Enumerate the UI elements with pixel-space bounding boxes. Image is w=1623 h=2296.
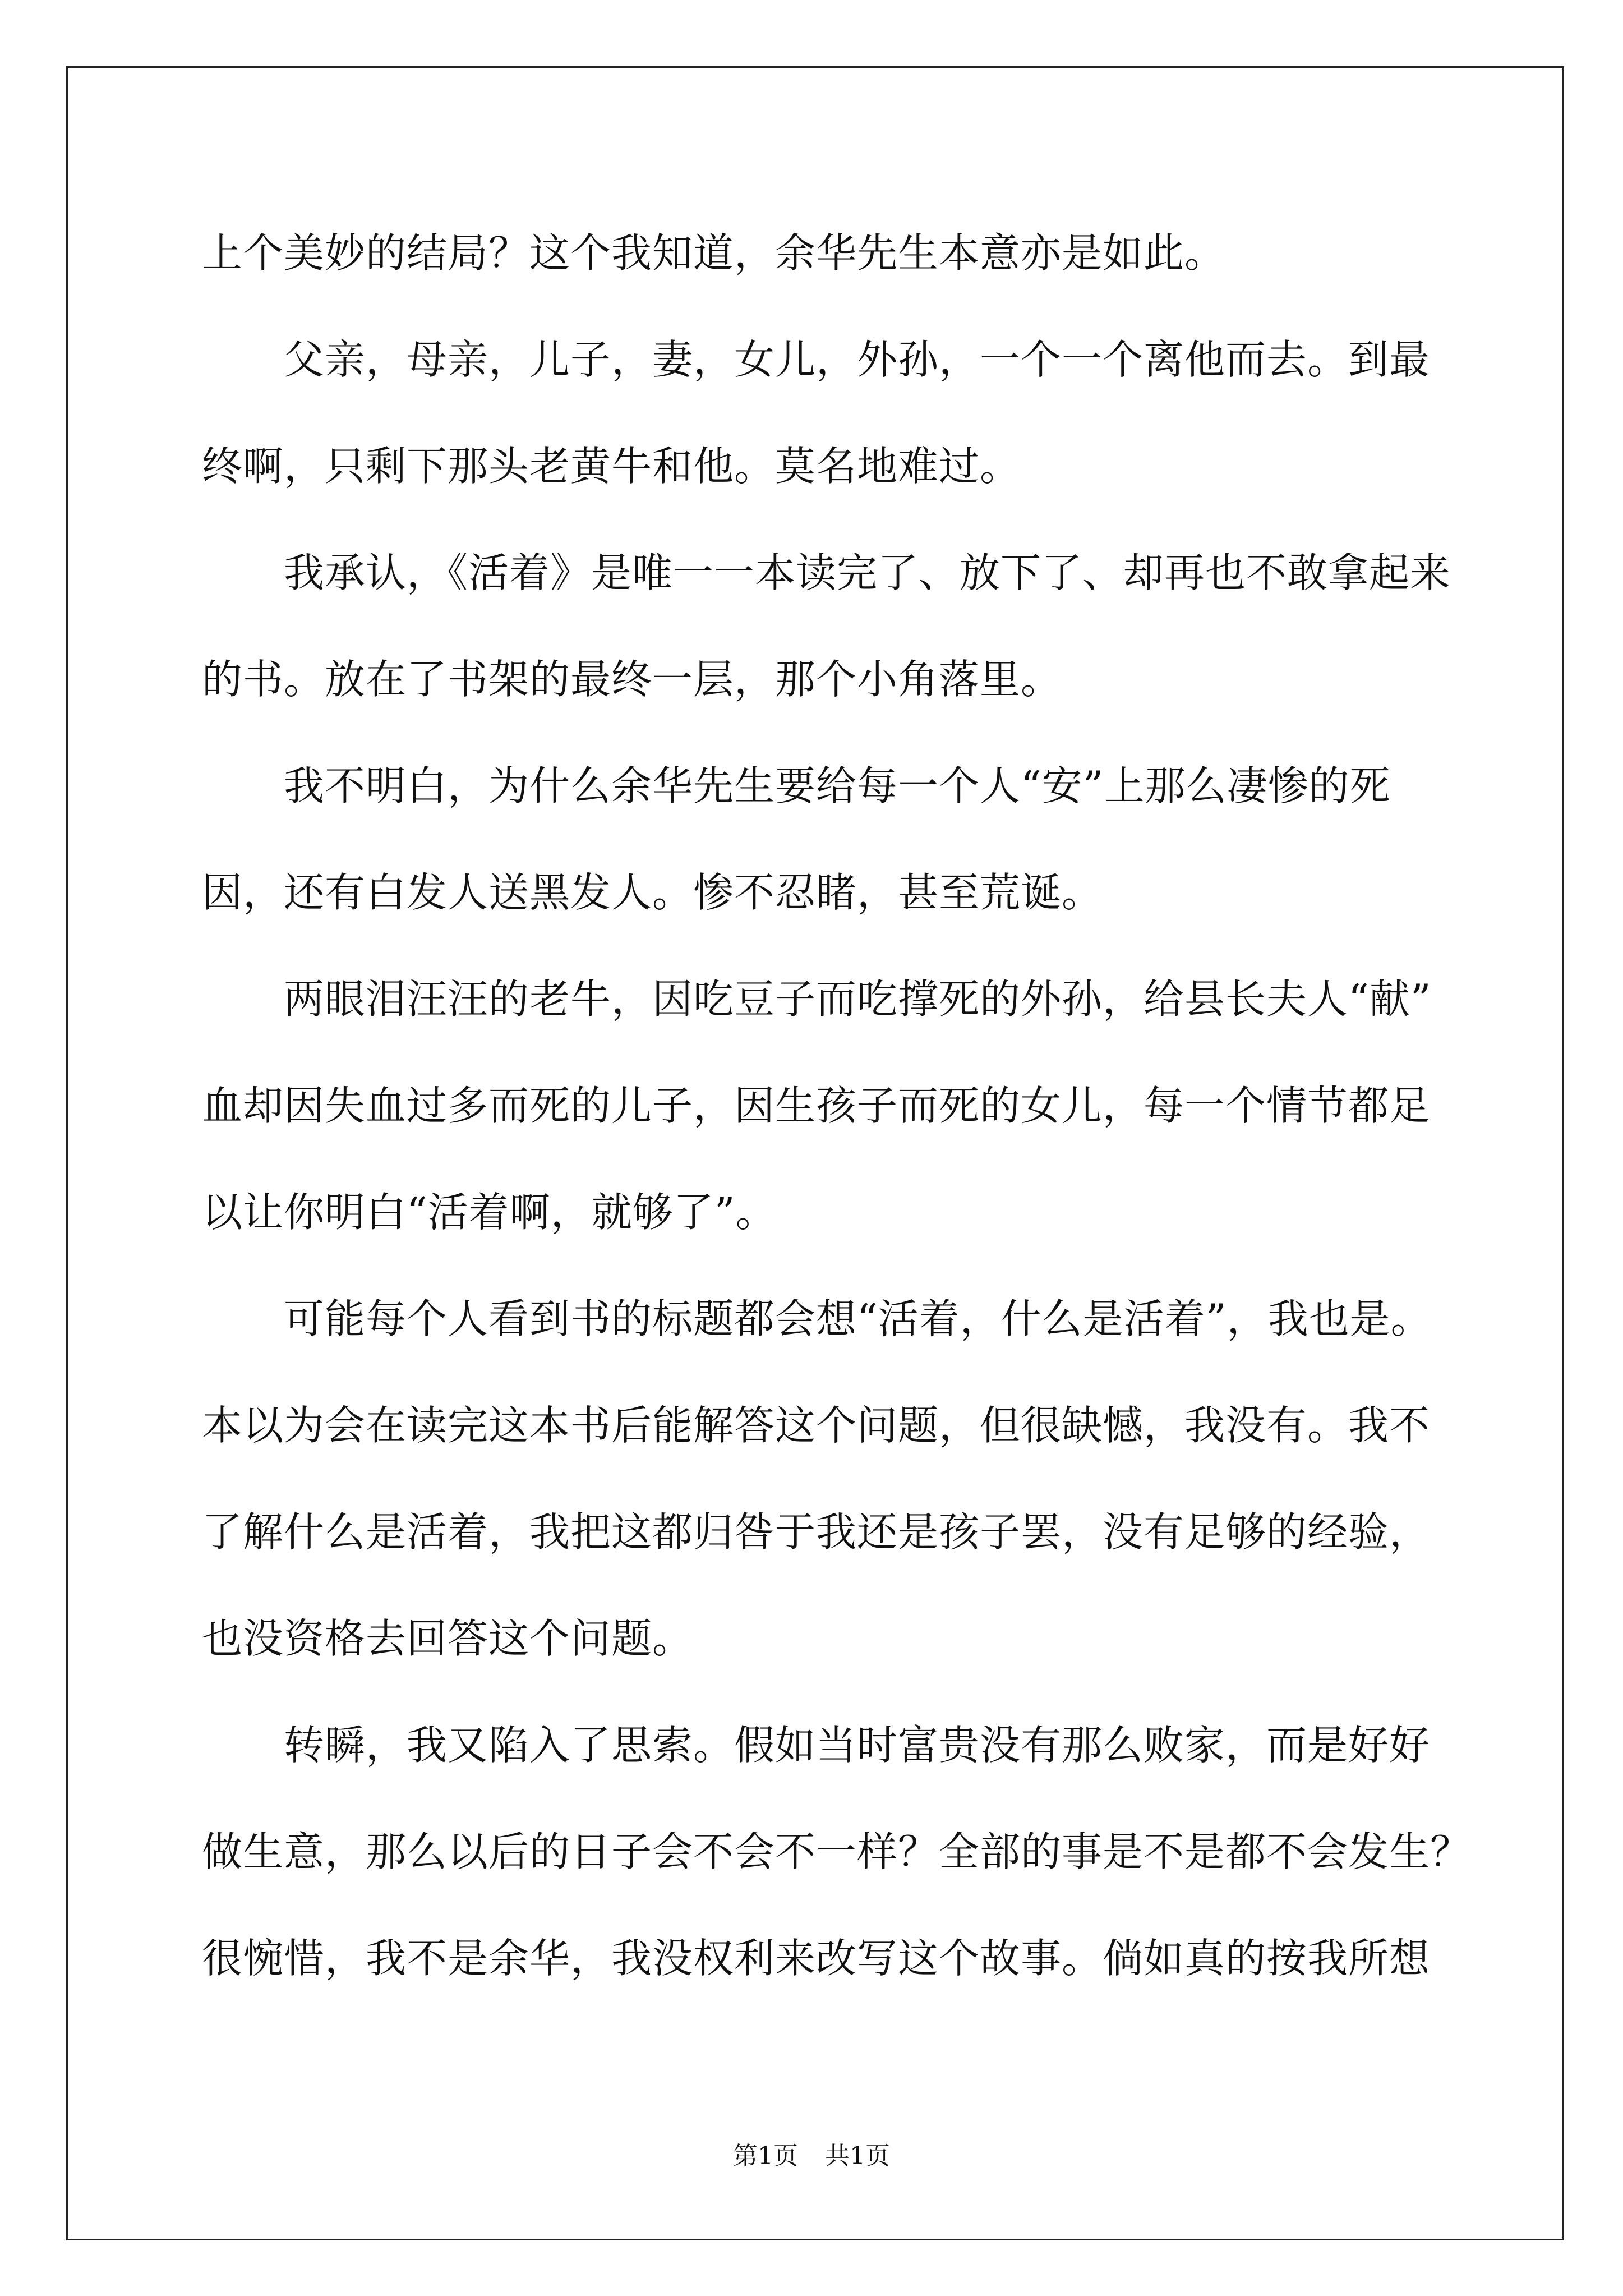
body-text-line: 的书。放在了书架的最终一层，那个小角落里。 [202, 656, 1062, 703]
body-text-line: 转瞬，我又陷入了思索。假如当时富贵没有那么败家，而是好好 [284, 1722, 1431, 1769]
body-text-line: 上个美妙的结局？这个我知道，余华先生本意亦是如此。 [202, 229, 1226, 277]
page-footer [0, 2139, 1623, 2173]
paragraph [202, 519, 1492, 733]
paragraph [202, 200, 1492, 306]
paragraph [202, 1692, 1492, 2012]
body-text-line: 可能每个人看到书的标题都会想“活着，什么是活着”，我也是。 [284, 1295, 1432, 1342]
page-number-total: 共1页 [825, 2142, 890, 2170]
paragraph [202, 1266, 1492, 1692]
document-body [202, 200, 1492, 2012]
paragraph [202, 306, 1492, 519]
body-text-line: 我不明白，为什么余华先生要给每一个人“安”上那么凄惨的死 [284, 762, 1391, 809]
body-text-line: 父亲，母亲，儿子，妻，女儿，外孙，一个一个离他而去。到最 [284, 336, 1431, 383]
body-text-line: 很惋惜，我不是余华，我没权利来改写这个故事。倘如真的按我所想 [202, 1935, 1431, 1982]
body-text-line: 两眼泪汪汪的老牛，因吃豆子而吃撑死的外孙，给县长夫人“献” [284, 976, 1432, 1023]
body-text-line: 了解什么是活着，我把这都归咎于我还是孩子罢，没有足够的经验， [202, 1508, 1431, 1556]
body-text-line: 也没资格去回答这个问题。 [202, 1615, 694, 1662]
body-text-line: 血却因失血过多而死的儿子，因生孩子而死的女儿，每一个情节都足 [202, 1082, 1431, 1129]
body-text-line: 我承认，《活着》是唯一一本读完了、放下了、却再也不敢拿起来 [284, 549, 1451, 596]
body-text-line: 以让你明白“活着啊，就够了”。 [202, 1189, 777, 1236]
page-number-current: 第1页 [733, 2142, 798, 2170]
body-text-line: 本以为会在读完这本书后能解答这个问题，但很缺憾，我没有。我不 [202, 1402, 1431, 1449]
body-text-line: 因，还有白发人送黑发人。惨不忍睹，甚至荒诞。 [202, 869, 1103, 916]
paragraph [202, 733, 1492, 946]
body-text-line: 做生意，那么以后的日子会不会不一样？全部的事是不是都不会发生？ [202, 1828, 1472, 1875]
paragraph [202, 946, 1492, 1266]
body-text-line: 终啊，只剩下那头老黄牛和他。莫名地难过。 [202, 443, 1021, 490]
